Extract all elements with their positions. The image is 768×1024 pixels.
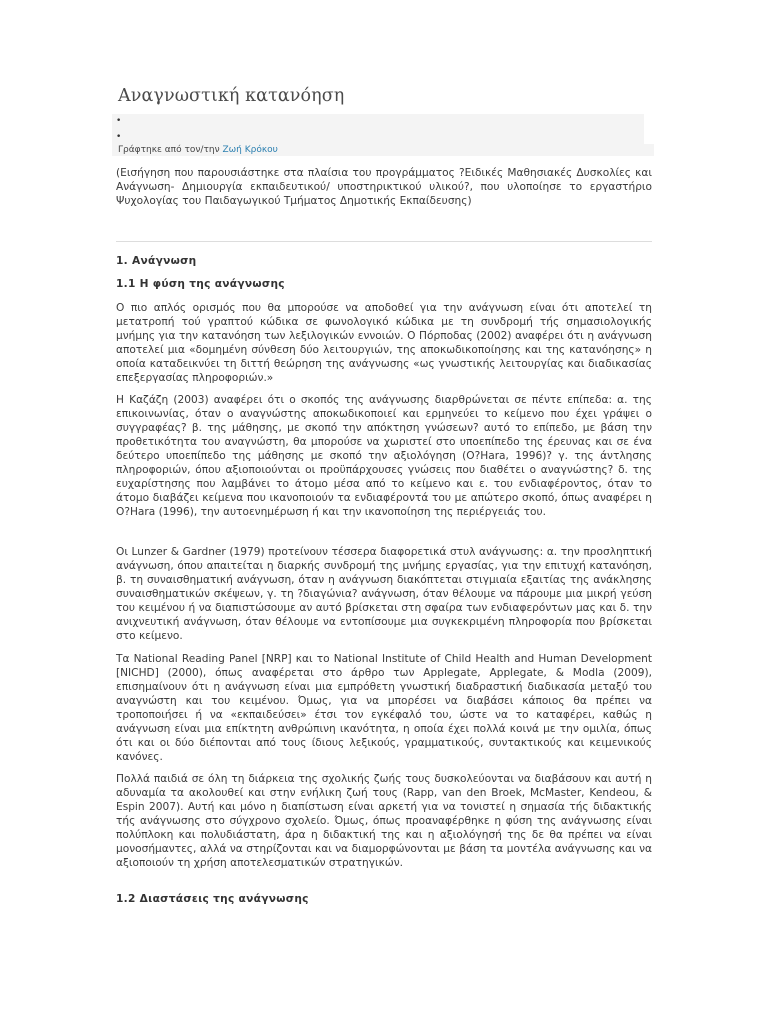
intro-paragraph: (Εισήγηση που παρουσιάστηκε στα πλαίσια του προγράμματος ?Ειδικές Μαθησιακές Δυσκολίες και Ανάγνωση- Δημιουργία εκπαιδευτικού/ υποστηρικτικού υλικού?, που υλοποίησε το εργαστήριο Ψυχολογίας του Παιδαγωγικού Τμήματος Δημοτικής Εκπαίδευσης) <box>116 167 652 207</box>
subsection-heading: 1.1 Η φύση της ανάγνωσης <box>116 278 285 290</box>
share-bullet[interactable]: • <box>116 116 122 126</box>
body-paragraph: Τα National Reading Panel [NRP] και το National Institute of Child Health and Human Development [NICHD] (2000), όπως αναφέρεται στο άρθρο των Applegate, Applegate, & Modla (2009), επισημαίνουν ότι η ανάγνωση είναι μια εμπρόθετη γνωστική διαδραστική διαδικασία μεταξύ του αναγνώστη και του κειμένου. Όμως, για να μπορέσει να διαβάσει κάποιος θα πρέπει να τροποποιήσει ή να «εκπαιδεύσει» έτσι τον εγκέφαλό του, ώστε να το καταφέρει, καθώς η ανάγνωση είναι μια επίκτητη ανθρώπινη ικανότητα, η οποία έχει πολλά κοινά με την ομιλία, όπως ότι και οι δύο διέπονται από τους ίδιους λεξικούς, γραμματικούς, συντακτικούς και κειμενικούς κανόνες. <box>116 653 652 763</box>
page-title: Αναγνωστική κατανόηση <box>118 86 345 106</box>
share-toolbar <box>112 114 644 144</box>
body-paragraph: Ο πιο απλός ορισμός που θα μπορούσε να αποδοθεί για την ανάγνωση είναι ότι αποτελεί τη μετατροπή τού γραπτού κώδικα σε φωνολογικό κώδικα με τη συνδρομή τής σημασιολογικής μνήμης για την κατανόηση των λεξιλογικών εννοιών. Ο Πόρποδας (2002) αναφέρει ότι η ανάγνωση αποτελεί μια «δομημένη σύνθεση δύο λειτουργιών, της αποκωδικοποίησης και της κατανόησης» η οποία καταδεικνύει τη διττή θεώρηση της ανάγνωσης «ως γνωστικής λειτουργίας και διαδικασίας επεξεργασίας πληροφοριών.» <box>116 302 652 384</box>
byline <box>118 144 278 156</box>
body-paragraph: Η Καζάζη (2003) αναφέρει ότι ο σκοπός της ανάγνωσης διαρθρώνεται σε πέντε επίπεδα: α. της επικοινωνίας, όταν ο αναγνώστης αποκωδικοποιεί και ερμηνεύει το κείμενο που έχει γράψει ο συγγραφέας? β. της μάθησης, με σκοπό την απόκτηση γνώσεων? αυτό το επίπεδο, με βάση την προθετικότητα του αναγνώστη, θα μπορούσε να χωριστεί στο υποεπίπεδο της έρευνας και σε ένα δεύτερο υποεπίπεδο της μάθησης με σκοπό την αξιολόγηση (O?Hara, 1996)? γ. της άντλησης πληροφοριών, όπου αξιοποιούνται οι προϋπάρχουσες γνώσεις που διαθέτει ο αναγνώστης? δ. της ευχαρίστησης που λαμβάνει το άτομο μέσα από το κείμενο και ε. του ενδιαφέροντος, όταν το άτομο διαβάζει κείμενα που ικανοποιούν τα ενδιαφέροντά του με απώτερο σκοπό, όπως αναφέρει η O?Hara (1996), την αυτοενημέρωση ή και την ικανοποίηση της περιέργειάς του. <box>116 394 652 518</box>
author-link[interactable]: Ζωή Κρόκου <box>222 145 278 155</box>
body-paragraph: Οι Lunzer & Gardner (1979) προτείνουν τέσσερα διαφορετικά στυλ ανάγνωσης: α. την προσληπτική ανάγνωση, όπου απαιτείται η διαρκής συνδρομή της μνήμης εργασίας, για την επιτυχή κατανόηση, β. τη συναισθηματική ανάγνωση, όταν η ανάγνωση διακόπτεται στιγμιαία εξαιτίας της ανάκλησης συναισθηματικών σκέψεων, γ. τη ?διαγώνια? ανάγνωση, όταν θέλουμε να πάρουμε μια μικρή γεύση του κειμένου ή να διαπιστώσουμε αν αυτό βρίσκεται στη σφαίρα των ενδιαφερόντων μας και δ. την ανιχνευτική ανάγνωση, όταν θέλουμε να εντοπίσουμε μια συγκεκριμένη πληροφορία που βρίσκεται στο κείμενο. <box>116 546 652 642</box>
section-heading: 1. Ανάγνωση <box>116 255 197 267</box>
divider <box>116 241 652 242</box>
subsection-heading: 1.2 Διαστάσεις της ανάγνωσης <box>116 893 309 905</box>
body-paragraph: Πολλά παιδιά σε όλη τη διάρκεια της σχολικής ζωής τους δυσκολεύονται να διαβάσουν και αυτή η αδυναμία τα ακολουθεί και στην ενήλικη ζωή τους (Rapp, van den Broek, McMaster, Kendeou, & Espin 2007). Αυτή και μόνο η διαπίστωση είναι αρκετή για να τονιστεί η σημασία τής διδακτικής τής ανάγνωσης στο σύγχρονο σχολείο. Όμως, όπως προαναφέρθηκε η φύση της ανάγνωσης είναι πολύπλοκη και πολυδιάστατη, άρα η διδακτική της και η αξιολόγησή της δε θα πρέπει να είναι μονοσήμαντες, αλλά να στηρίζονται και να διαμορφώνονται με βάση τα μοντέλα ανάγνωσης και να αξιοποιούν τη χρήση αποτελεσματικών στρατηγικών. <box>116 773 652 869</box>
byline-prefix: Γράφτηκε από τον/την <box>118 145 223 155</box>
share-bullet[interactable]: • <box>116 132 122 142</box>
